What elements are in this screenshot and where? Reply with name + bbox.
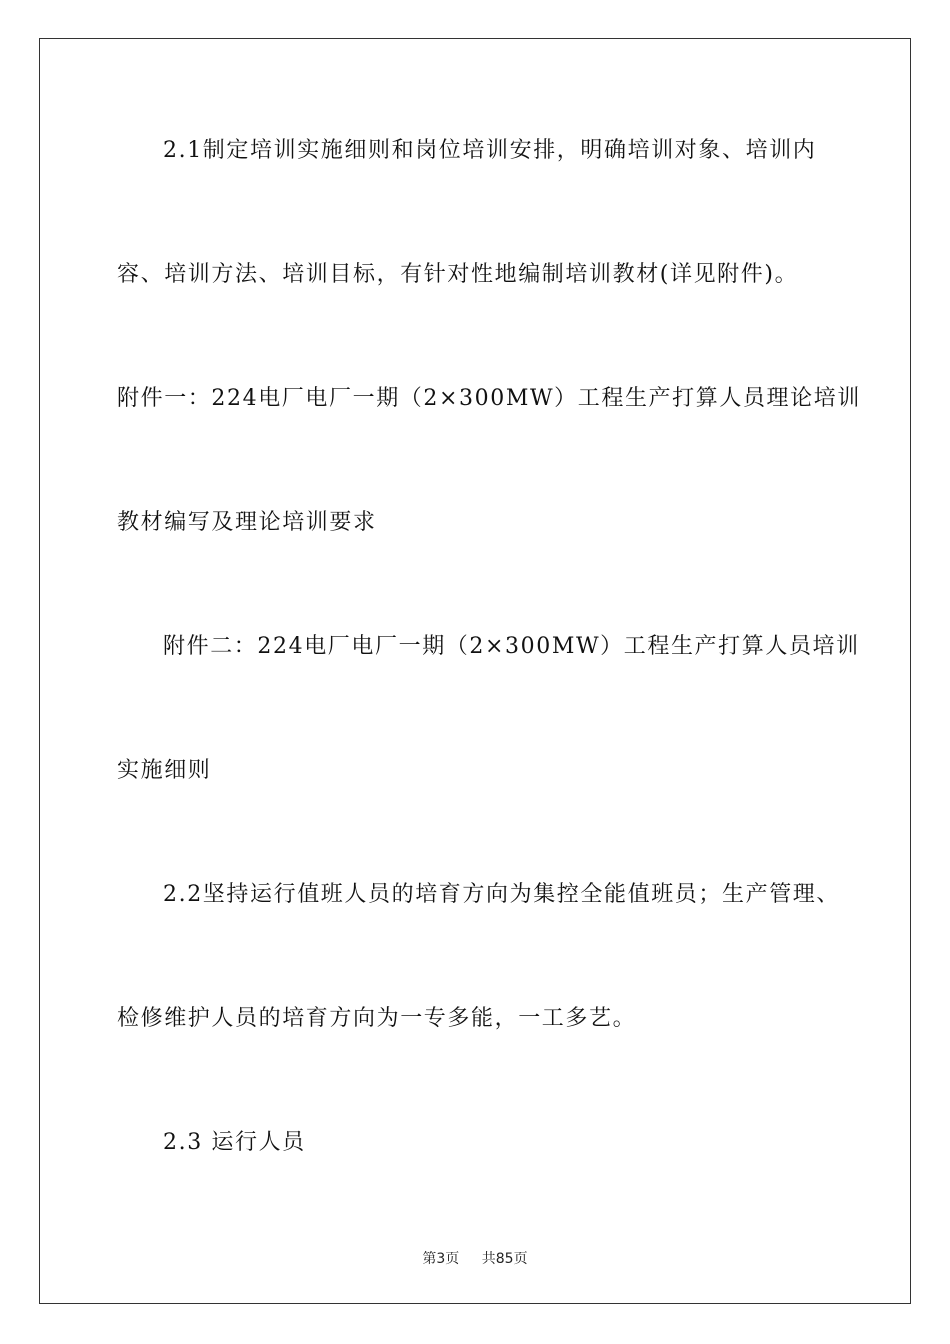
paragraph-2-2-line-2: 检修维护人员的培育方向为一专多能，一工多艺。 bbox=[117, 1006, 637, 1031]
attachment-2-line-1: 附件二：224电厂电厂一期（2×300MW）工程生产打算人员培训 bbox=[163, 634, 860, 659]
attachment-2-line-2: 实施细则 bbox=[117, 758, 212, 783]
page-border bbox=[39, 38, 911, 1304]
paragraph-2-2-line-1: 2.2坚持运行值班人员的培育方向为集控全能值班员；生产管理、 bbox=[163, 882, 840, 907]
page-total: 共85页 bbox=[481, 1251, 528, 1267]
paragraph-2-1-line-1: 2.1制定培训实施细则和岗位培训安排，明确培训对象、培训内 bbox=[163, 138, 817, 163]
page-number: 第3页 bbox=[422, 1251, 460, 1267]
section-2-3-heading: 2.3 运行人员 bbox=[163, 1130, 306, 1155]
attachment-1-line-2: 教材编写及理论培训要求 bbox=[117, 510, 377, 535]
attachment-1-line-1: 附件一：224电厂电厂一期（2×300MW）工程生产打算人员理论培训 bbox=[117, 386, 861, 411]
paragraph-2-1-line-2: 容、培训方法、培训目标，有针对性地编制培训教材(详见附件)。 bbox=[117, 262, 799, 287]
page-footer bbox=[0, 1248, 950, 1268]
